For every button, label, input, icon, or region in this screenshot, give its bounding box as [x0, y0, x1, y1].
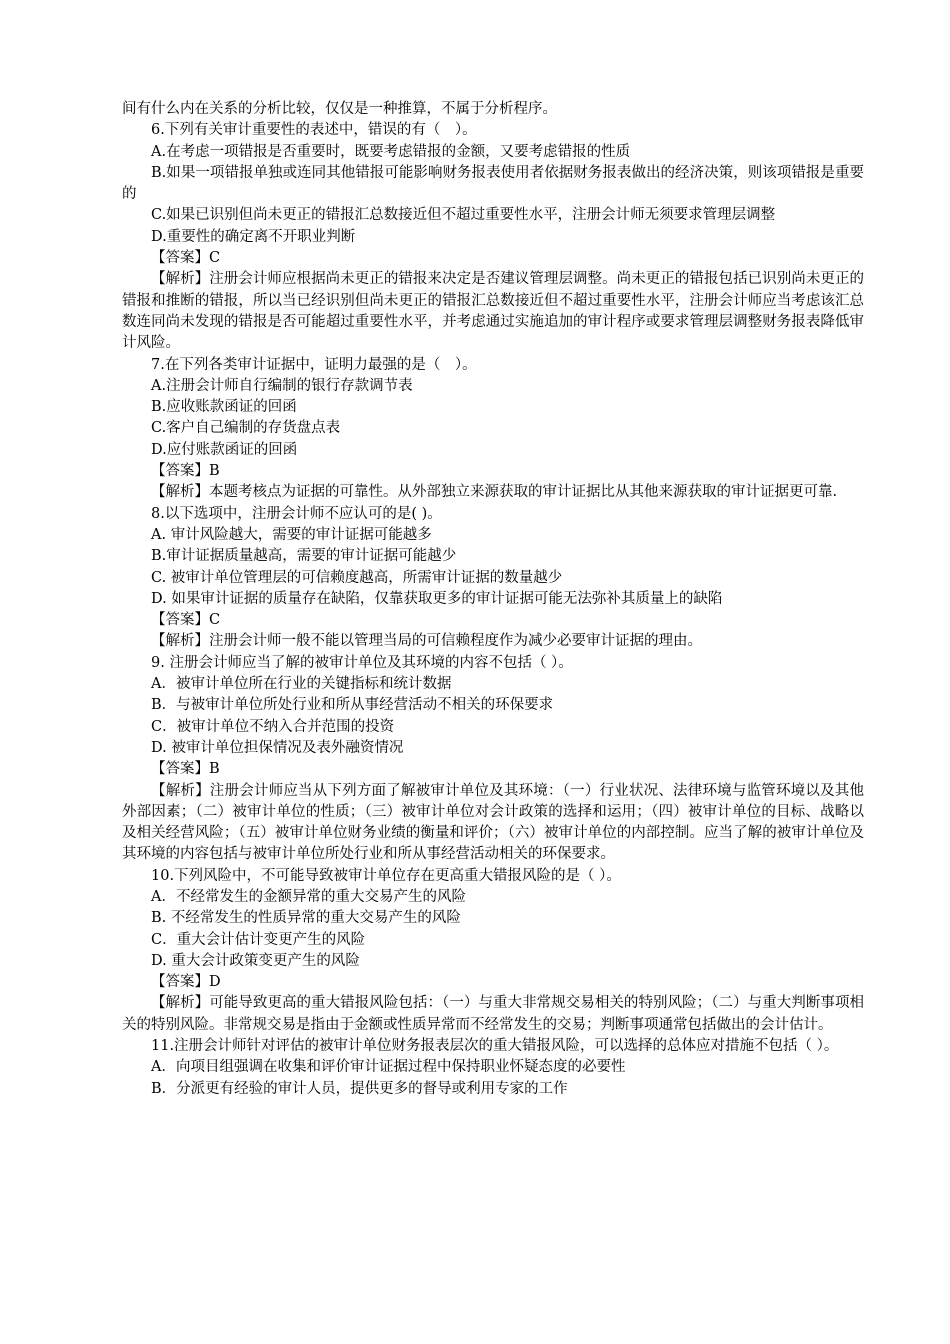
option-a: A.在考虑一项错报是否重要时，既要考虑错报的金额，又要考虑错报的性质 [151, 143, 631, 160]
question-7: 7.在下列各类审计证据中，证明力最强的是（ ）。 [151, 356, 477, 373]
answer: 【答案】B [151, 761, 220, 778]
explanation: 【解析】本题考核点为证据的可靠性。从外部独立来源获取的审计证据比从其他来源获取的审计证据更可靠. [151, 484, 838, 501]
option-d: D.应付账款函证的回函 [151, 441, 298, 458]
explanation: 【解析】注册会计师一般不能以管理当局的可信赖程度作为减少必要审计证据的理由。 [151, 633, 702, 650]
document-page [122, 99, 864, 1100]
option-b: B．与被审计单位所处行业和所从事经营活动不相关的环保要求 [151, 697, 554, 714]
option-a: A．不经常发生的金额异常的重大交易产生的风险 [151, 888, 466, 905]
question-11: 11.注册会计师针对评估的被审计单位财务报表层次的重大错报风险，可以选择的总体应对措施不包括（ ）。 [151, 1038, 839, 1055]
question-9: 9. 注册会计师应当了解的被审计单位及其环境的内容不包括（ ）。 [151, 654, 573, 671]
option-b: B．分派更有经验的审计人员，提供更多的督导或利用专家的工作 [151, 1080, 568, 1097]
explanation: 【解析】注册会计师应根据尚未更正的错报来决定是否建议管理层调整。尚未更正的错报包括已识别尚未更正的错报和推断的错报，所以当已经识别但尚未更正的错报汇总数接近但不超过重要性水平，注册会计师应当考虑该汇总数连同尚未发现的错报是否可能超过重要性水平，并考虑通过实施追加的审计程序或要求管理层调整财务报表降低审计风险。 [122, 271, 864, 352]
option-b: B.审计证据质量越高，需要的审计证据可能越少 [151, 548, 457, 565]
explanation: 【解析】可能导致更高的重大错报风险包括：（一）与重大非常规交易相关的特别风险；（二）与重大判断事项相关的特别风险。非常规交易是指由于金额或性质异常而不经常发生的交易；判断事项通常包括做出的会计估计。 [122, 995, 864, 1033]
answer: 【答案】D [151, 974, 221, 991]
option-d: D. 被审计单位担保情况及表外融资情况 [151, 739, 404, 756]
answer: 【答案】C [151, 612, 221, 629]
option-b: B.如果一项错报单独或连同其他错报可能影响财务报表使用者依据财务报表做出的经济决策，则该项错报是重要的 [122, 164, 864, 203]
question-10: 10.下列风险中，不可能导致被审计单位存在更高重大错报风险的是（ ）。 [151, 867, 621, 884]
option-d: D. 如果审计证据的质量存在缺陷，仅靠获取更多的审计证据可能无法弥补其质量上的缺陷 [151, 590, 723, 607]
option-a: A.注册会计师自行编制的银行存款调节表 [151, 377, 413, 394]
option-c: C.客户自己编制的存货盘点表 [151, 420, 341, 437]
option-b: B.应收账款函证的回函 [151, 399, 297, 416]
option-b: B. 不经常发生的性质异常的重大交易产生的风险 [151, 910, 461, 927]
question-6: 6.下列有关审计重要性的表述中，错误的有（ ）。 [151, 122, 477, 139]
explanation: 【解析】注册会计师应当从下列方面了解被审计单位及其环境：（一）行业状况、法律环境与监管环境以及其他外部因素；（二）被审计单位的性质；（三）被审计单位对会计政策的选择和运用；（四）被审计单位的目标、战略以及相关经营风险；（五）被审计单位财务业绩的衡量和评价；（六）被审计单位的内部控制。应当了解的被审计单位及其环境的内容包括与被审计单位所处行业和所从事经营活动相关的环保要求。 [122, 782, 864, 863]
answer: 【答案】B [151, 463, 220, 480]
option-c: C．被审计单位不纳入合并范围的投资 [151, 718, 395, 735]
option-c: C．重大会计估计变更产生的风险 [151, 931, 366, 948]
answer: 【答案】C [151, 250, 221, 267]
option-d: D. 重大会计政策变更产生的风险 [151, 952, 360, 969]
question-8: 8.以下选项中，注册会计师不应认可的是( )。 [151, 505, 442, 522]
option-d: D.重要性的确定离不开职业判断 [151, 228, 356, 245]
option-c: C.如果已识别但尚未更正的错报汇总数接近但不超过重要性水平，注册会计师无须要求管理层调整 [151, 207, 776, 224]
option-a: A．向项目组强调在收集和评价审计证据过程中保持职业怀疑态度的必要性 [151, 1059, 626, 1076]
option-c: C. 被审计单位管理层的可信赖度越高，所需审计证据的数量越少 [151, 569, 563, 586]
paragraph: 间有什么内在关系的分析比较，仅仅是一种推算，不属于分析程序。 [122, 101, 557, 117]
option-a: A. 审计风险越大，需要的审计证据可能越多 [151, 526, 432, 543]
option-a: A．被审计单位所在行业的关键指标和统计数据 [151, 676, 452, 693]
